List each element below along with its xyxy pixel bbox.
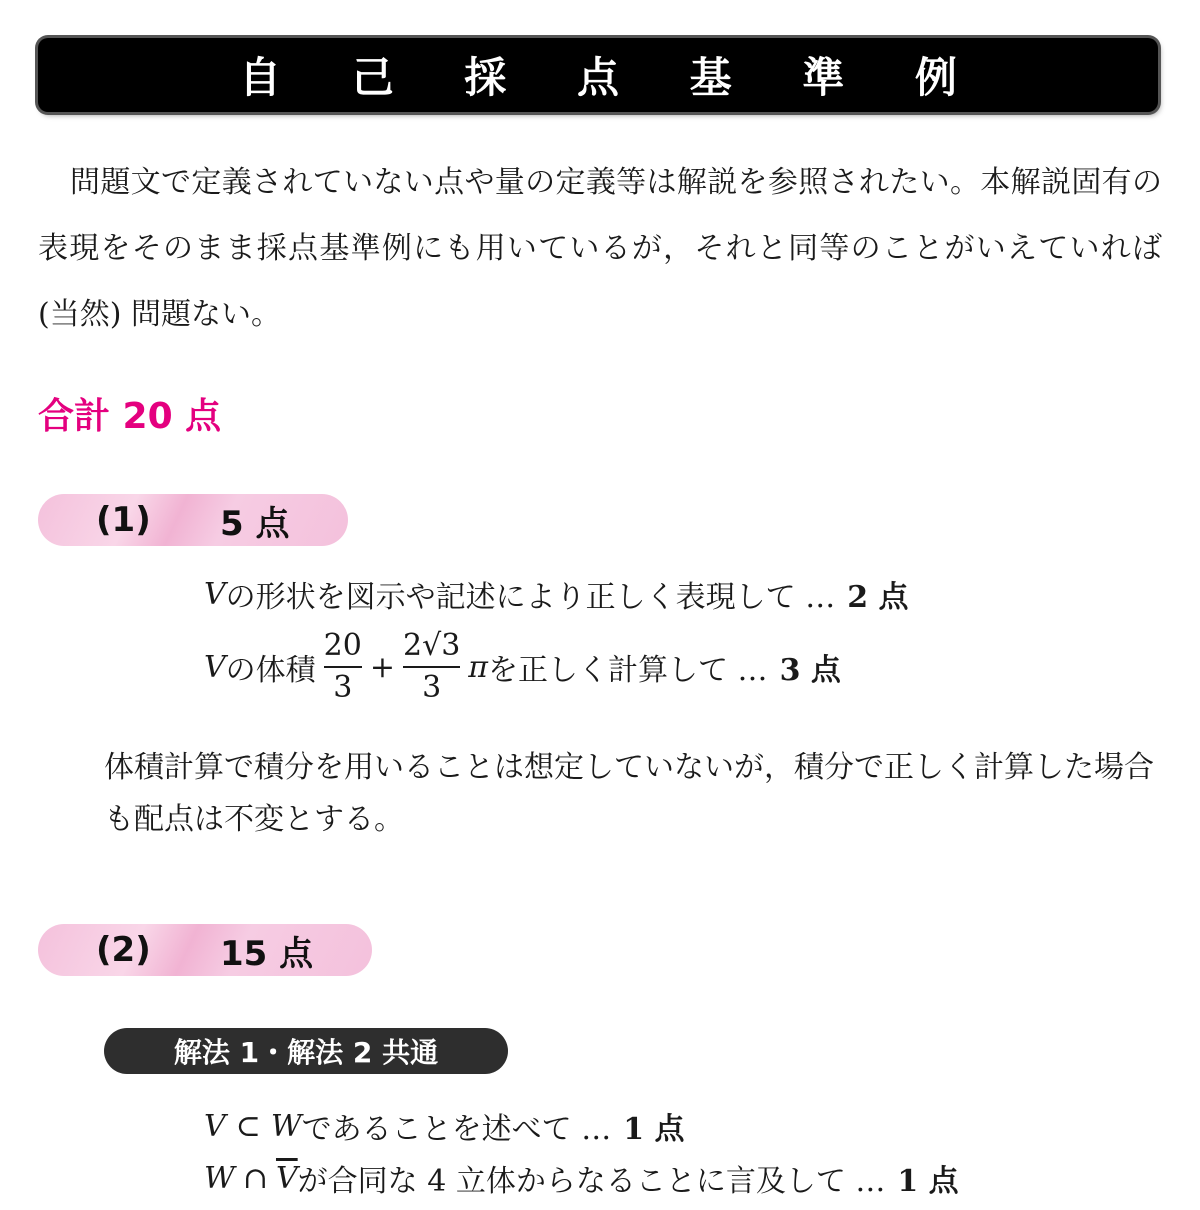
part2-label: (2) [96, 930, 151, 970]
criterion-points: 2 点 [847, 580, 909, 615]
fraction-denominator: 3 [333, 670, 353, 705]
variable-v: V [204, 1108, 226, 1144]
criterion-points: 1 点 [897, 1164, 959, 1199]
part2-points: 15 点 [220, 933, 314, 974]
criterion-points: 1 点 [623, 1112, 685, 1147]
criterion-text-post: を正しく計算して … [488, 653, 768, 688]
criterion-text: であることを述べて … [301, 1112, 612, 1147]
criterion-text: が合同な 4 立体からなることに言及して … [297, 1164, 886, 1199]
part1-criterion-1 [204, 572, 909, 616]
part1-points: 5 点 [220, 503, 290, 544]
variable-w: W [204, 1160, 235, 1196]
criterion-text: の形状を図示や記述により正しく表現して … [225, 580, 836, 615]
fraction-numerator: 20 [323, 628, 362, 663]
variable-v: V [204, 576, 226, 612]
part2-criterion-2 [204, 1156, 959, 1200]
subset-symbol: ⊂ [235, 1108, 261, 1144]
total-score: 合計 20 点 [38, 396, 222, 437]
part2-header [38, 924, 372, 976]
plus-sign: + [369, 649, 395, 685]
intersection-symbol: ∩ [242, 1160, 268, 1196]
title-banner [38, 38, 1158, 112]
part1-label: (1) [96, 500, 151, 540]
criterion-text-pre: の体積 [225, 653, 316, 688]
fraction-numerator: 2√3 [403, 628, 461, 663]
part1-header [38, 494, 348, 546]
part2-criterion-1 [204, 1104, 685, 1148]
variable-v: V [204, 649, 226, 685]
variable-w: W [270, 1108, 302, 1144]
criterion-points: 3 点 [779, 653, 841, 688]
part1-criterion-2 [204, 626, 841, 708]
variable-v-complement: $\overline{V}$ [275, 1160, 298, 1196]
fraction-denominator: 3 [422, 670, 442, 705]
page-title: 自 己 採 点 基 準 例 [239, 53, 985, 102]
part1-note: 体積計算で積分を用いることは想定していないが，積分で正しく計算した場合も配点は不変とする。 [104, 750, 1154, 837]
fraction-20-over-3 [324, 626, 362, 708]
fraction-2root3-over-3 [403, 626, 460, 708]
method-tag: 解法 1・解法 2 共通 [104, 1028, 508, 1074]
intro-paragraph: 問題文で定義されていない点や量の定義等は解説を参照されたい。本解説固有の表現をそのまま採点基準例にも用いているが，それと同等のことがいえていれば (当然) 問題ない。 [38, 165, 1162, 332]
pi-symbol: π [468, 649, 489, 685]
